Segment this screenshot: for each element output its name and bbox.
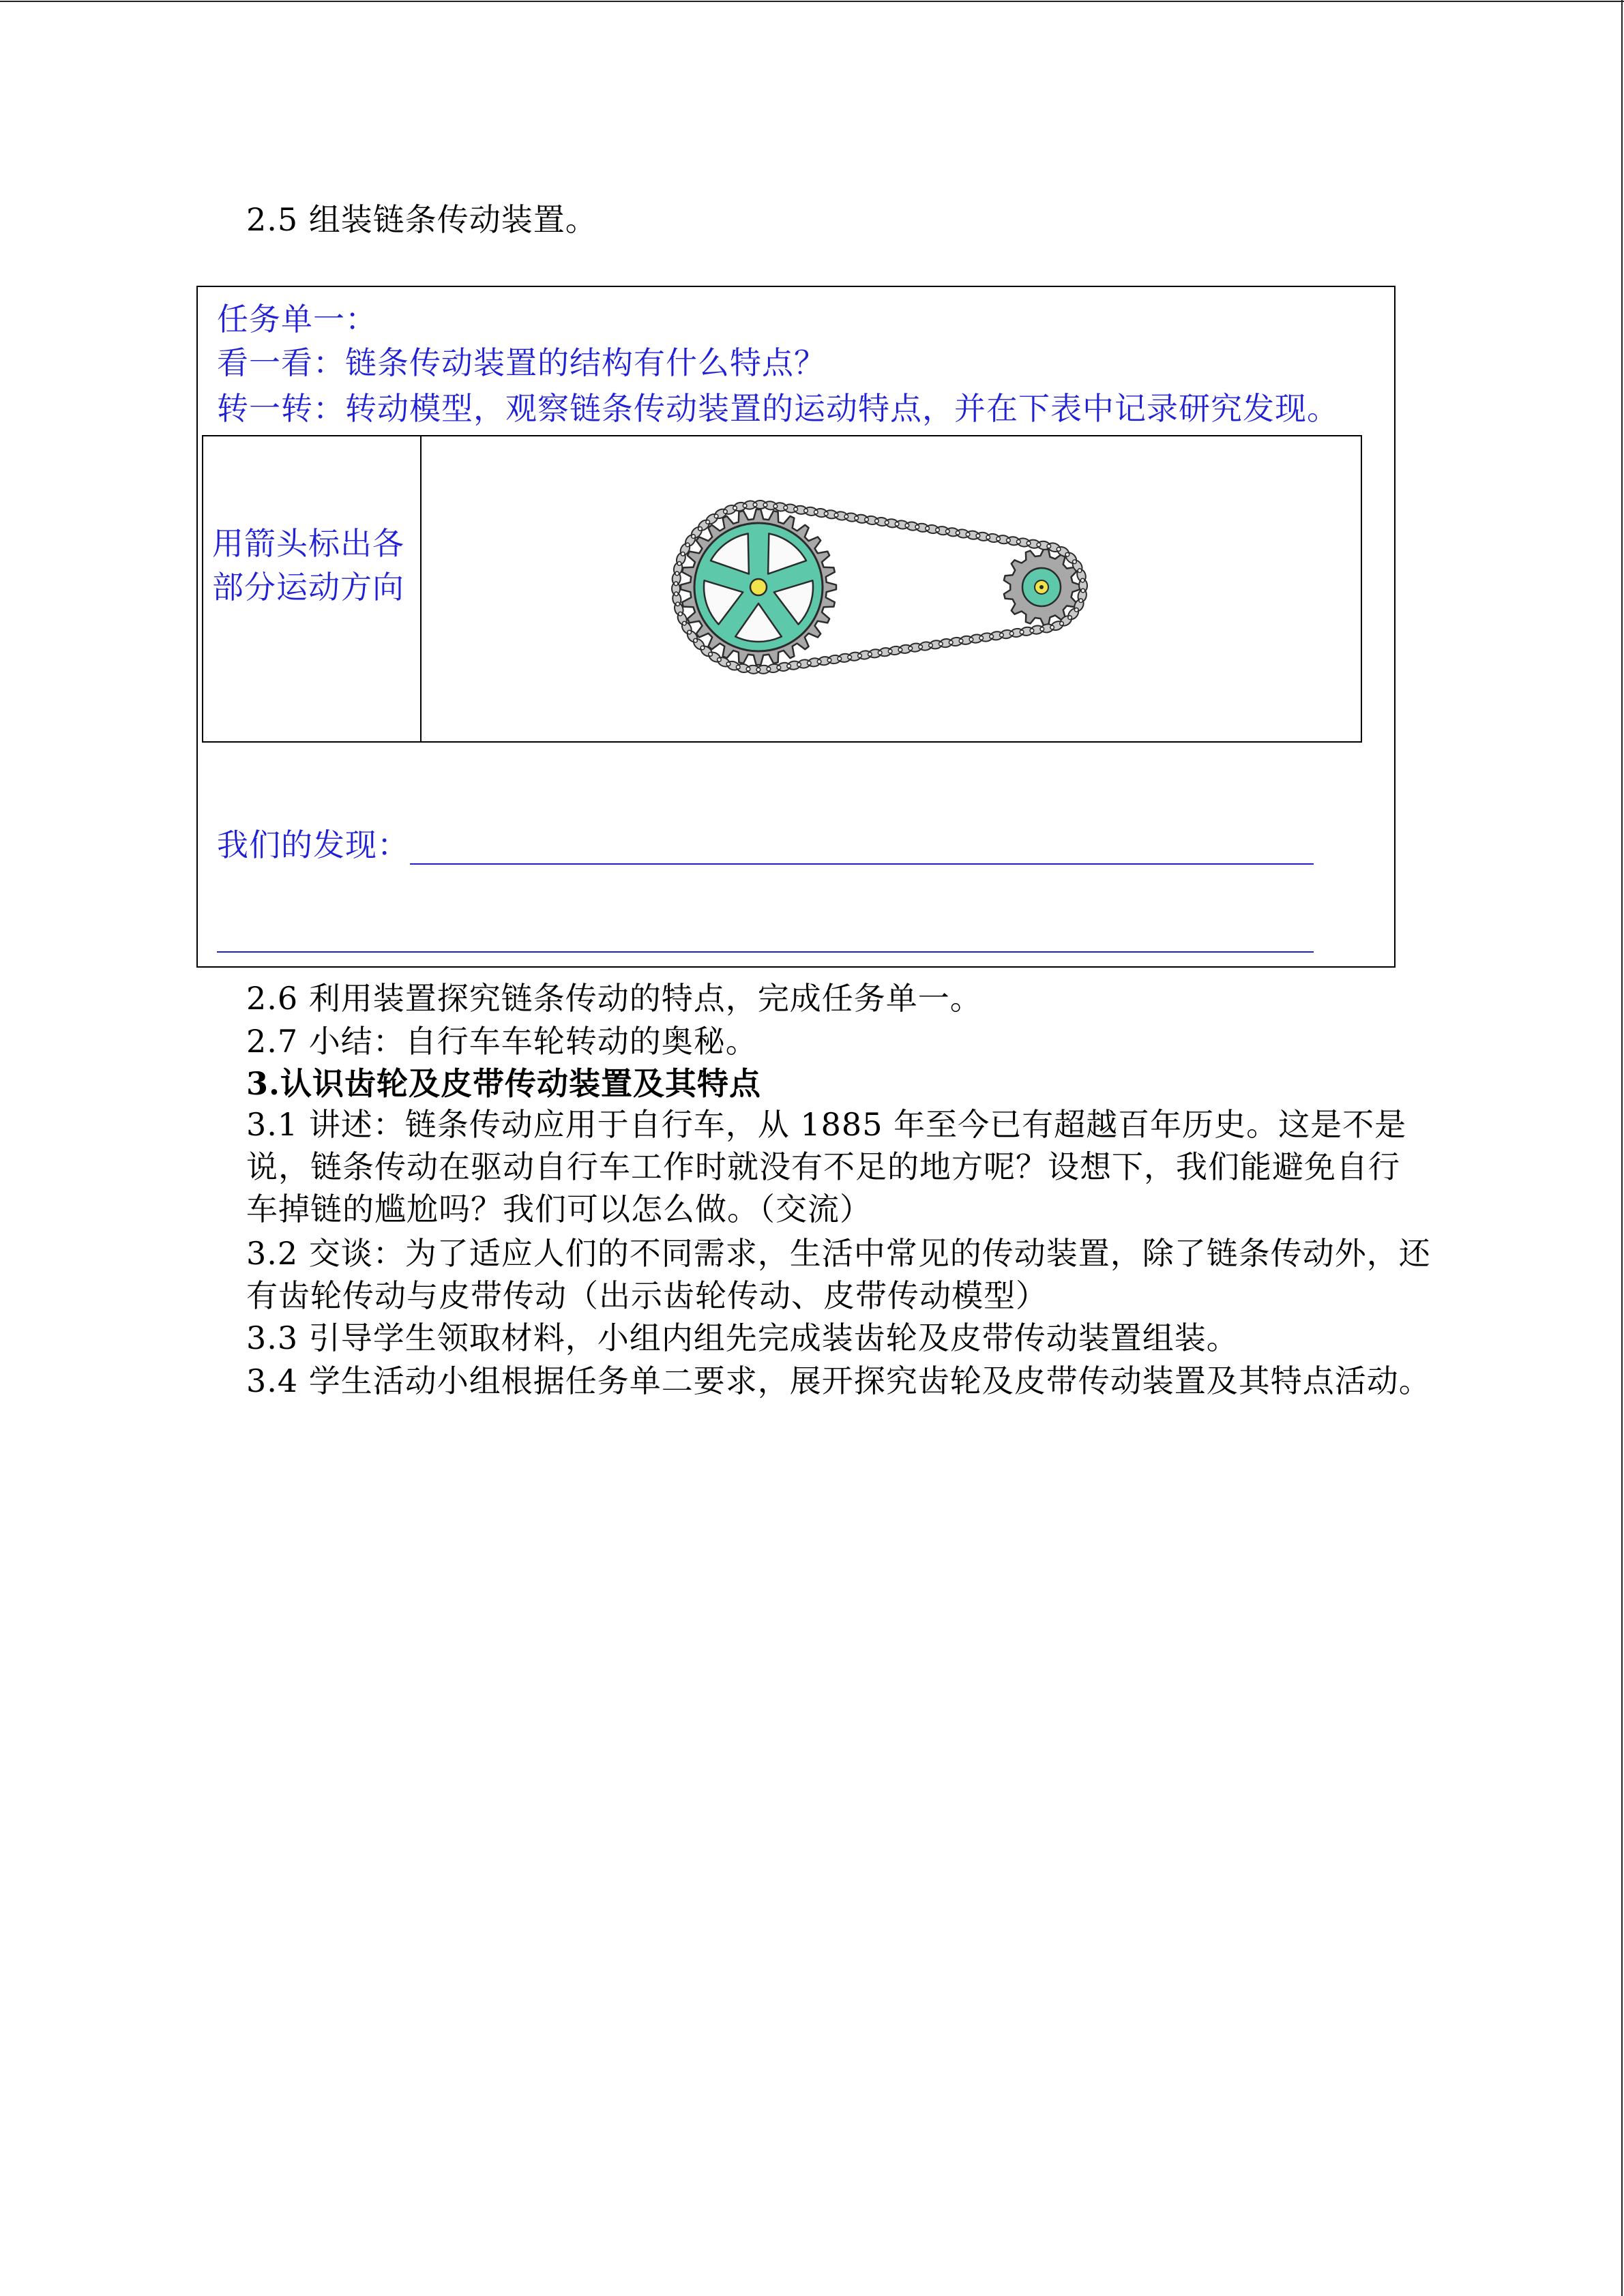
chain-pin bbox=[1057, 548, 1061, 552]
chain-pin bbox=[976, 534, 980, 538]
large-sprocket bbox=[681, 509, 836, 665]
chain-pin bbox=[777, 666, 781, 670]
chain-pin bbox=[959, 639, 963, 643]
chain-pin bbox=[996, 537, 1001, 541]
chain-pin bbox=[986, 535, 990, 539]
body-line: 2.7 小结：自行车车轮转动的奥秘。 bbox=[246, 1023, 758, 1060]
chain-pin bbox=[946, 529, 950, 533]
chain-pin bbox=[733, 506, 737, 510]
chain-pin bbox=[966, 533, 970, 537]
chain-pin bbox=[726, 662, 730, 666]
record-table bbox=[202, 435, 1362, 743]
chain-pin bbox=[679, 612, 683, 616]
chain-pin bbox=[855, 516, 859, 520]
chain-pin bbox=[736, 666, 740, 670]
chain-pin bbox=[939, 642, 943, 646]
body-line: 2.6 利用装置探究链条传动的特点，完成任务单一。 bbox=[246, 980, 982, 1017]
chain-pin bbox=[773, 505, 778, 509]
task-sheet-title: 任务单一： bbox=[217, 301, 377, 338]
chain-pin bbox=[694, 638, 698, 642]
chain-pin bbox=[875, 519, 879, 523]
chain-pin bbox=[675, 592, 679, 596]
section-3-heading: 3.认识齿轮及皮带传动装置及其特点 bbox=[246, 1065, 762, 1102]
chain-pin bbox=[1009, 631, 1014, 636]
chain-pin bbox=[868, 653, 872, 657]
chain-pin bbox=[767, 667, 771, 671]
chain-pin bbox=[683, 621, 687, 625]
task-look-prompt: 看一看：链条传动装置的结构有什么特点？ bbox=[217, 344, 826, 381]
chain-pin bbox=[1017, 540, 1021, 544]
chain-pin bbox=[692, 535, 696, 539]
chain-pin bbox=[1007, 539, 1011, 543]
chain-pin bbox=[1060, 622, 1064, 626]
chain-pin bbox=[753, 503, 757, 507]
chain-pin bbox=[709, 653, 713, 657]
chain-pin bbox=[858, 654, 862, 658]
chain-pin bbox=[915, 525, 919, 529]
chain-pin bbox=[848, 655, 852, 659]
table-label-line: 用箭头标出各 bbox=[212, 525, 404, 562]
page-edge-right bbox=[1621, 0, 1623, 2296]
chain-pin bbox=[784, 506, 788, 510]
chain-pin bbox=[936, 528, 940, 532]
chain-pin bbox=[895, 522, 899, 526]
chain-pin bbox=[706, 520, 710, 524]
chain-pin bbox=[979, 636, 984, 640]
chain-pin bbox=[956, 531, 960, 535]
chain-pin bbox=[787, 664, 791, 668]
body-line: 3.1 讲述：链条传动应用于自行车，从 1885 年至今已有超越百年历史。这是不是 bbox=[246, 1106, 1407, 1143]
body-line: 3.3 引导学生领取材料，小组内组先完成装齿轮及皮带传动装置组装。 bbox=[246, 1320, 1239, 1356]
body-line: 3.4 学生活动小组根据任务单二要求，展开探究齿轮及皮带传动装置及其特点活动。 bbox=[246, 1362, 1431, 1399]
body-line: 说，链条传动在驱动自行车工作时就没有不足的地方呢？设想下，我们能避免自行 bbox=[246, 1148, 1400, 1185]
chain-pin bbox=[817, 660, 821, 664]
chain-pin bbox=[1079, 599, 1083, 603]
chain-pin bbox=[794, 507, 798, 511]
chain-pin bbox=[1040, 627, 1044, 631]
chain-pin bbox=[1068, 616, 1072, 620]
chain-pin bbox=[878, 651, 882, 655]
chain-pin bbox=[949, 640, 953, 644]
chain-pin bbox=[676, 602, 680, 606]
task-turn-prompt: 转一转：转动模型，观察链条传动装置的运动特点，并在下表中记录研究发现。 bbox=[217, 390, 1339, 427]
chain-drive-icon bbox=[668, 491, 1095, 685]
chain-pin bbox=[1027, 541, 1031, 546]
body-line: 有齿轮传动与皮带传动（出示齿轮传动、皮带传动模型） bbox=[246, 1277, 1048, 1314]
chain-pin bbox=[674, 582, 678, 586]
chain-pin bbox=[804, 509, 808, 513]
chain-pin bbox=[1073, 560, 1077, 564]
findings-blank-line bbox=[410, 863, 1314, 865]
chain-pin bbox=[1074, 608, 1078, 612]
chain-pin bbox=[714, 514, 718, 518]
chain-pin bbox=[685, 543, 690, 547]
task-sheet-box bbox=[196, 286, 1396, 968]
body-line: 3.2 交谈：为了适应人们的不同需求，生活中常见的传动装置，除了链条传动外，还 bbox=[246, 1235, 1431, 1272]
chain-pin bbox=[681, 552, 685, 556]
chain-pin bbox=[808, 661, 812, 666]
findings-label: 我们的发现： bbox=[217, 826, 409, 863]
chain-pin bbox=[888, 649, 892, 653]
chain-pin bbox=[885, 520, 889, 524]
chain-pin bbox=[724, 509, 728, 513]
chain-pin bbox=[1000, 633, 1004, 637]
small-sprocket-axle bbox=[1039, 585, 1044, 589]
chain-pin bbox=[838, 657, 842, 661]
chain-pin bbox=[865, 518, 869, 522]
chain-pin bbox=[990, 635, 994, 639]
chain-pin bbox=[743, 504, 747, 508]
chain-pin bbox=[929, 644, 933, 648]
step-2-5-heading: 2.5 组装链条传动装置。 bbox=[246, 201, 597, 238]
chain-pin bbox=[969, 638, 973, 642]
chain-pin bbox=[1047, 544, 1051, 548]
chain-pin bbox=[675, 571, 679, 576]
body-line: 车掉链的尴尬吗？我们可以怎么做。（交流） bbox=[246, 1191, 872, 1227]
chain-pin bbox=[926, 526, 930, 531]
chain-pin bbox=[763, 503, 767, 507]
chain-pin bbox=[718, 658, 722, 662]
page-edge-top bbox=[0, 1, 1624, 2]
chain-pin bbox=[1078, 569, 1082, 573]
chain-pin bbox=[827, 658, 831, 662]
chain-pin bbox=[1050, 625, 1054, 629]
chain-pin bbox=[797, 663, 801, 667]
large-sprocket-hub bbox=[750, 579, 767, 595]
chain-pin bbox=[698, 527, 703, 531]
chain-pin bbox=[1081, 588, 1085, 593]
chain-pin bbox=[1080, 578, 1084, 582]
chain-pin bbox=[700, 646, 705, 650]
chain-pin bbox=[746, 667, 750, 671]
record-table-label-cell bbox=[203, 436, 420, 741]
chain-pin bbox=[756, 668, 761, 672]
chain-pin bbox=[814, 510, 818, 514]
chain-pin bbox=[1037, 543, 1041, 547]
chain-pin bbox=[1065, 552, 1069, 556]
chain-pin bbox=[898, 648, 902, 652]
table-label-line: 部分运动方向 bbox=[212, 569, 404, 606]
chain-pin bbox=[824, 511, 828, 516]
chain-pin bbox=[909, 646, 913, 651]
chain-pin bbox=[677, 562, 681, 566]
chain-pin bbox=[834, 513, 838, 518]
chain-pin bbox=[1020, 630, 1024, 634]
chain-pin bbox=[1030, 629, 1034, 633]
chain-pin bbox=[688, 630, 692, 634]
chain-pin bbox=[919, 645, 923, 649]
findings-blank-line bbox=[217, 951, 1314, 953]
chain-pin bbox=[844, 515, 848, 519]
chain-pin bbox=[905, 524, 909, 528]
